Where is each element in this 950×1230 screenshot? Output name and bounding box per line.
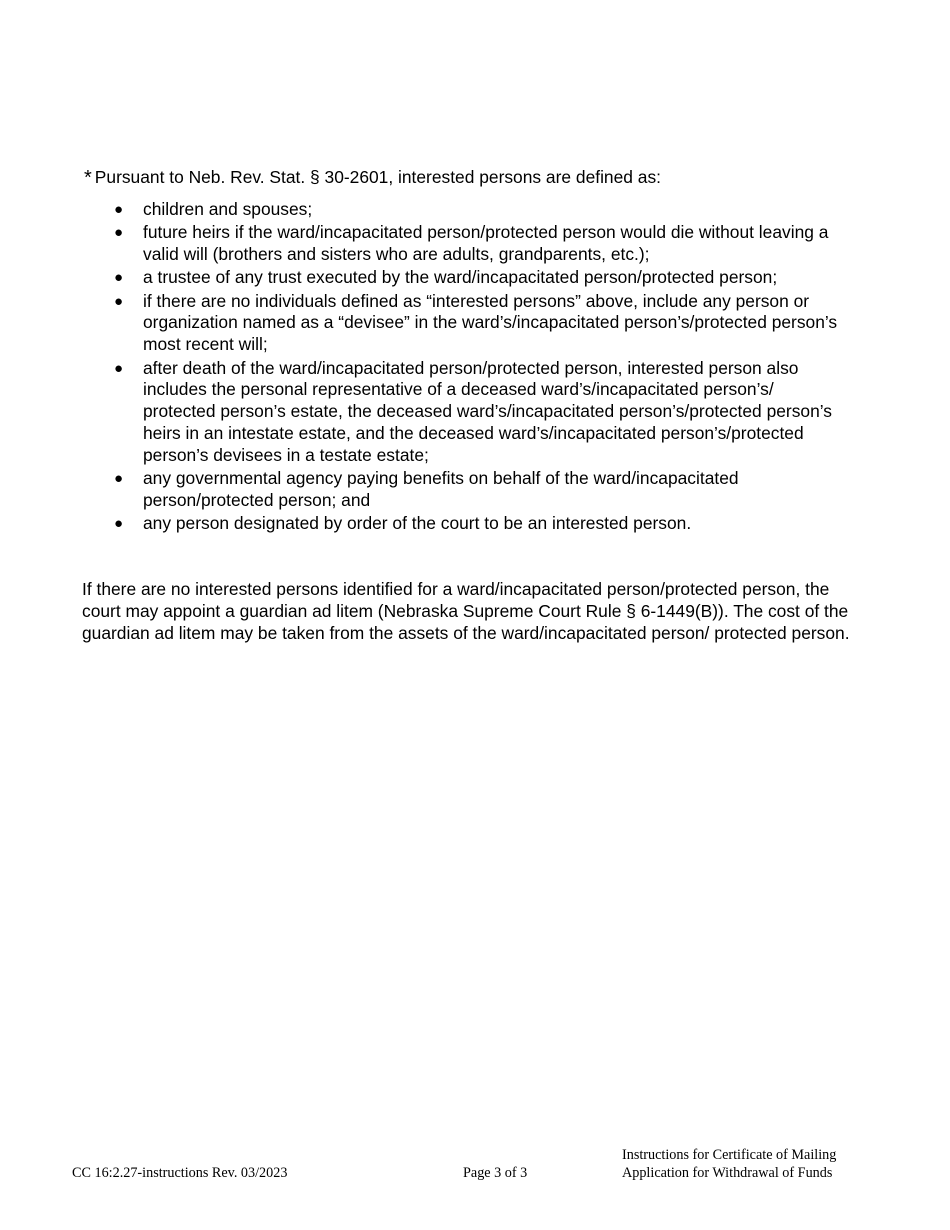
bullet-icon: ● <box>114 224 124 242</box>
list-item: ● future heirs if the ward/incapacitated person/protected person would die without leaving a valid will (brothers and sisters who are adults, grandparents, etc.); <box>114 222 829 265</box>
footer-title-line: Application for Withdrawal of Funds <box>622 1165 833 1181</box>
footer-title-line: Instructions for Certificate of Mailing <box>622 1147 837 1163</box>
guardian-ad-litem-note: If there are no interested persons identified for a ward/incapacitated person/protected person, the court may appoint a guardian ad litem (Nebraska Supreme Court Rule § 6-1449(B)). The cost of the guardian ad litem may be taken from the assets of the ward/incapacitated person/ protected person. <box>82 579 850 643</box>
form-code: CC 16:2.27-instructions Rev. 03/2023 <box>72 1165 288 1181</box>
page-number: Page 3 of 3 <box>463 1165 528 1181</box>
definition-intro <box>84 166 874 189</box>
asterisk-marker: * <box>84 167 92 189</box>
list-item: ● any governmental agency paying benefits on behalf of the ward/incapacitated person/protected person; and <box>114 468 739 510</box>
bullet-icon: ● <box>114 515 124 533</box>
footer-titles <box>622 1146 836 1182</box>
list-item: ● any person designated by order of the court to be an interested person. <box>114 513 692 534</box>
list-item: ● after death of the ward/incapacitated person/protected person, interested person also includes the personal representative of a deceased ward’s/incapacitated person’s/ protected person’s estate, the deceased ward’s/incapacitated person’s/protected person’s heirs in an intestate estate, and the deceased ward’s/incapacitated person’s/protected person’s devisees in a testate estate; <box>114 357 832 465</box>
list-item: ● if there are no individuals defined as “interested persons” above, include any person or organization named as a “devisee” in the ward’s/incapacitated person’s/protected person’s most recent will; <box>114 290 838 355</box>
interested-persons-list <box>114 199 843 536</box>
bullet-icon: ● <box>114 201 124 218</box>
list-item: ● children and spouses; <box>114 199 313 219</box>
bullet-icon: ● <box>114 359 124 377</box>
bullet-icon: ● <box>114 470 124 488</box>
intro-text: Pursuant to Neb. Rev. Stat. § 30-2601, interested persons are defined as: <box>94 167 661 187</box>
bullet-icon: ● <box>114 292 124 310</box>
page-footer <box>0 1146 950 1186</box>
list-item: ● a trustee of any trust executed by the ward/incapacitated person/protected person; <box>114 267 778 288</box>
bullet-icon: ● <box>114 269 124 287</box>
